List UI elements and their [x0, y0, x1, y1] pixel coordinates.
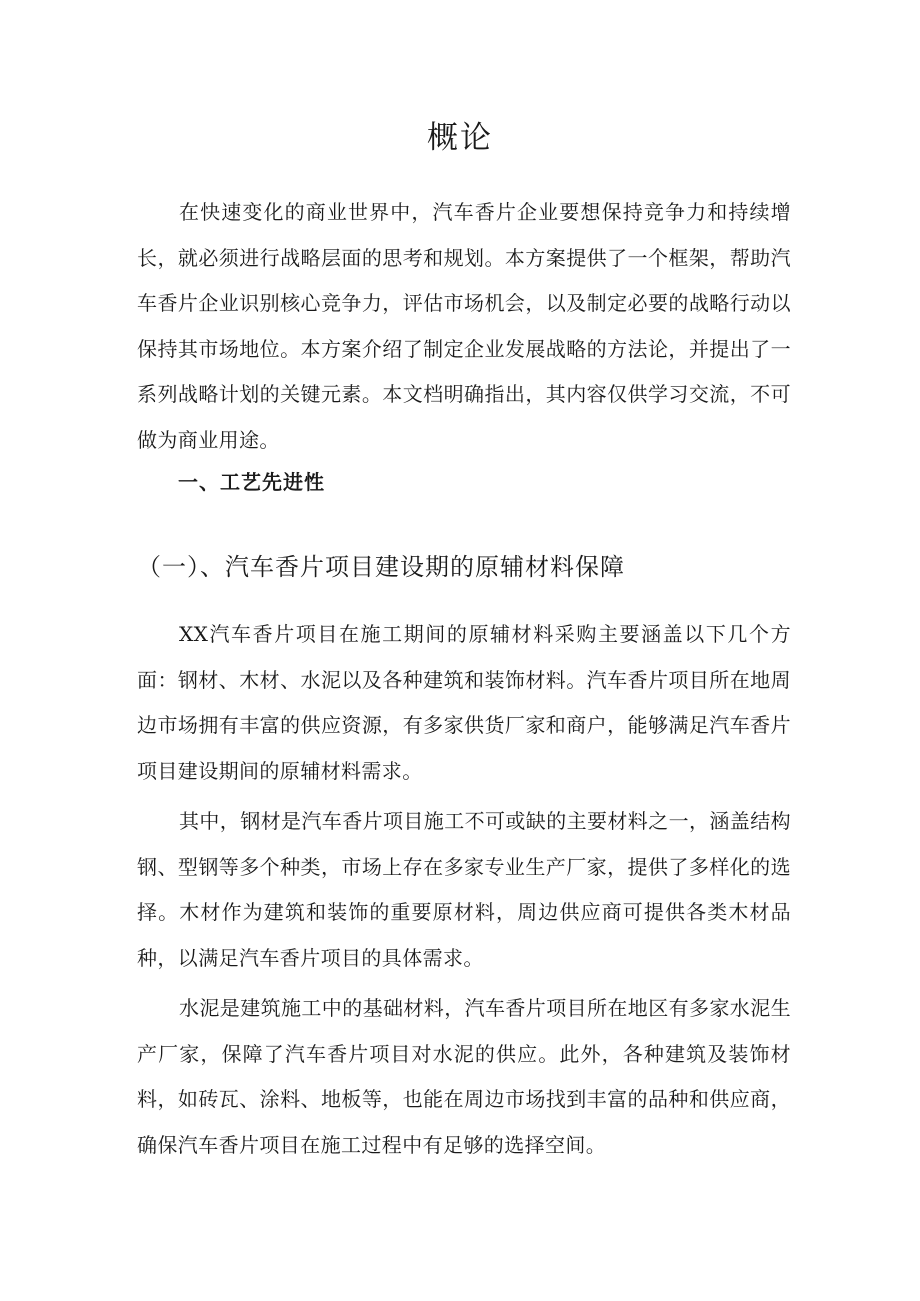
body-paragraph: XX汽车香片项目在施工期间的原辅材料采购主要涵盖以下几个方面：钢材、木材、水泥以及各种建筑和装饰材料。汽车香片项目所在地周边市场拥有丰富的供应资源，有多家供货厂家和商户，能够满足汽车香片项目建设期间的原辅材料需求。	[137, 622, 791, 783]
intro-paragraph: 在快速变化的商业世界中，汽车香片企业要想保持竞争力和持续增长，就必须进行战略层面的思考和规划。本方案提供了一个框架，帮助汽车香片企业识别核心竞争力，评估市场机会，以及制定必要的战略行动以保持其市场地位。本方案介绍了制定企业发展战略的方法论，并提出了一系列战略计划的关键元素。本文档明确指出，其内容仅供学习交流，不可做为商业用途。	[137, 200, 791, 452]
body-paragraph: 其中，钢材是汽车香片项目施工不可或缺的主要材料之一，涵盖结构钢、型钢等多个种类，市场上存在多家专业生产厂家，提供了多样化的选择。木材作为建筑和装饰的重要原材料，周边供应商可提供各类木材品种，以满足汽车香片项目的具体需求。	[137, 809, 791, 970]
subsection-heading: （一）、汽车香片项目建设期的原辅材料保障	[137, 553, 625, 581]
section-heading: 一、工艺先进性	[178, 470, 325, 494]
document-title: 概论	[427, 120, 493, 156]
body-paragraph: 水泥是建筑施工中的基础材料，汽车香片项目所在地区有多家水泥生产厂家，保障了汽车香片项目对水泥的供应。此外，各种建筑及装饰材料，如砖瓦、涂料、地板等，也能在周边市场找到丰富的品种和供应商，确保汽车香片项目在施工过程中有足够的选择空间。	[137, 996, 791, 1157]
